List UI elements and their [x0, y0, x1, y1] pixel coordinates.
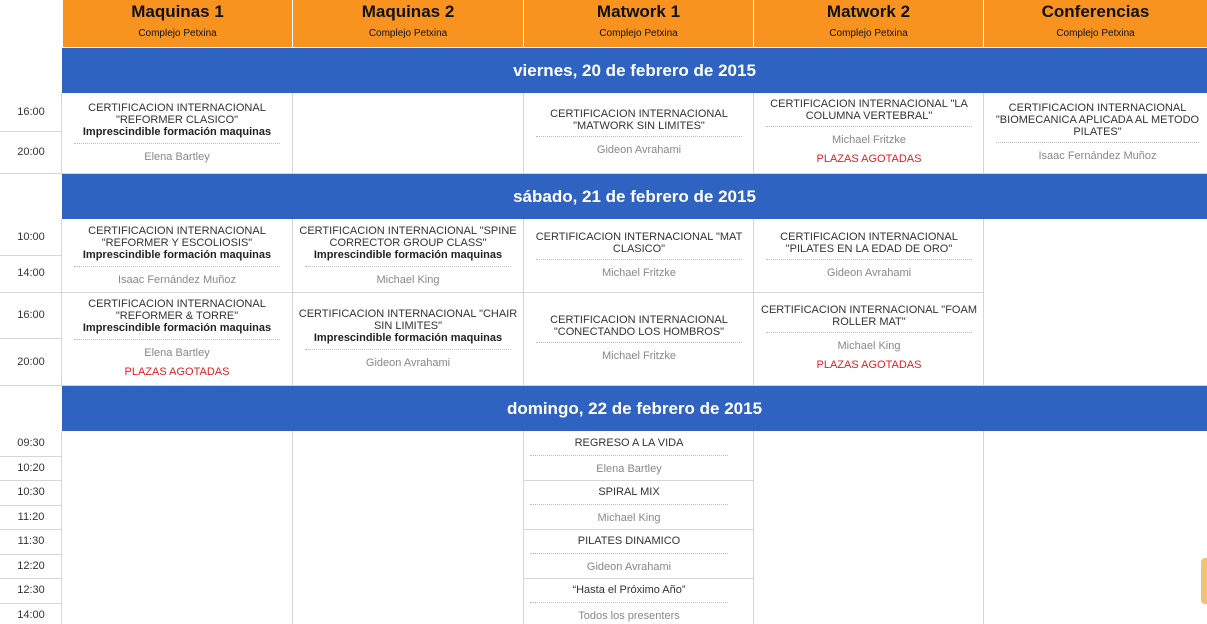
- event-presenter: Michael King: [376, 274, 440, 286]
- column-title: Conferencias: [1041, 2, 1150, 21]
- event-title: “Hasta el Próximo Año”: [572, 584, 686, 596]
- column-conferencias[interactable]: [983, 0, 1207, 47]
- time-label: 10:20: [17, 462, 45, 474]
- time-label: 12:30: [17, 584, 45, 596]
- grid-line: [0, 603, 61, 604]
- event-presenter: Michael Fritzke: [602, 267, 676, 279]
- grid-line: [753, 93, 754, 174]
- event-presenter: Elena Bartley: [144, 347, 210, 359]
- column-venue: Complejo Petxina: [599, 28, 678, 39]
- event-title: CERTIFICACION INTERNACIONAL "BIOMECANICA APLICADA AL METODO PILATES": [995, 102, 1200, 138]
- column-venue: Complejo Petxina: [138, 28, 217, 39]
- grid-line: [983, 93, 984, 174]
- time-label: 12:20: [17, 560, 45, 572]
- grid-line: [0, 292, 984, 293]
- event-divider: [530, 602, 728, 603]
- event-presenter: Todos los presenters: [578, 610, 680, 622]
- event-title: CERTIFICACION INTERNACIONAL "LA COLUMNA VERTEBRAL": [770, 98, 968, 122]
- day-header-saturday: sábado, 21 de febrero de 2015: [62, 174, 1207, 219]
- time-label: 10:00: [17, 231, 45, 243]
- event-presenter: Elena Bartley: [596, 463, 662, 475]
- event-card[interactable]: [530, 584, 728, 622]
- event-divider: [305, 349, 511, 350]
- event-divider: [536, 342, 742, 343]
- event-title: SPIRAL MIX: [598, 486, 660, 498]
- event-title: REGRESO A LA VIDA: [574, 437, 684, 449]
- event-card[interactable]: [528, 108, 750, 156]
- event-presenter: Gideon Avrahami: [365, 357, 451, 369]
- event-divider: [530, 504, 728, 505]
- grid-line: [523, 219, 524, 385]
- column-venue: Complejo Petxina: [368, 28, 448, 39]
- event-presenter: Michael Fritzke: [832, 134, 906, 146]
- grid-line: [0, 505, 61, 506]
- event-title: CERTIFICACION INTERNACIONAL "SPINE CORRECTOR GROUP CLASS": [299, 225, 517, 249]
- event-divider: [305, 266, 511, 267]
- event-presenter: Michael King: [837, 340, 901, 352]
- event-divider: [536, 136, 742, 137]
- grid-line: [753, 431, 754, 624]
- event-title: CERTIFICACION INTERNACIONAL "CHAIR SIN LIMITES": [298, 308, 518, 332]
- event-presenter: Michael King: [597, 512, 661, 524]
- event-divider: [766, 259, 972, 260]
- column-venue: Complejo Petxina: [829, 28, 908, 39]
- grid-line: [292, 219, 293, 385]
- time-label: 16:00: [17, 309, 45, 321]
- event-card[interactable]: [297, 308, 519, 369]
- event-presenter: Isaac Fernández Muñoz: [1038, 150, 1157, 162]
- grid-line: [523, 529, 753, 530]
- event-card[interactable]: [66, 225, 288, 286]
- event-title: PILATES DINAMICO: [577, 535, 681, 547]
- event-presenter: Elena Bartley: [144, 151, 210, 163]
- day-header-friday: viernes, 20 de febrero de 2015: [62, 48, 1207, 93]
- grid-line: [0, 131, 61, 132]
- event-note: Imprescindible formación maquinas: [313, 249, 503, 261]
- column-header-row: [62, 0, 1207, 47]
- grid-line: [292, 431, 293, 624]
- event-divider: [766, 332, 972, 333]
- event-title: CERTIFICACION INTERNACIONAL "REFORMER & TORRE": [88, 298, 266, 322]
- event-divider: [74, 266, 280, 267]
- event-title: CERTIFICACION INTERNACIONAL "REFORMER CLASICO": [88, 102, 266, 126]
- grid-line: [983, 219, 984, 385]
- event-divider: [996, 142, 1199, 143]
- event-card[interactable]: [528, 314, 750, 362]
- side-feedback-tab[interactable]: [1201, 558, 1207, 604]
- event-presenter: Gideon Avrahami: [596, 144, 682, 156]
- grid-line: [0, 480, 61, 481]
- event-divider: [766, 126, 972, 127]
- column-title: Maquinas 2: [361, 2, 455, 21]
- grid-line: [0, 338, 61, 339]
- event-presenter: Gideon Avrahami: [826, 267, 912, 279]
- event-card[interactable]: [528, 231, 750, 279]
- grid-line: [0, 554, 61, 555]
- grid-line: [523, 578, 753, 579]
- grid-line: [523, 93, 524, 174]
- grid-line: [523, 480, 753, 481]
- sold-out-badge: PLAZAS AGOTADAS: [816, 153, 922, 165]
- event-title: CERTIFICACION INTERNACIONAL "REFORMER Y ESCOLIOSIS": [88, 225, 266, 249]
- event-note: Imprescindible formación maquinas: [82, 249, 272, 261]
- event-card[interactable]: [988, 102, 1207, 162]
- column-maquinas-1[interactable]: [62, 0, 292, 47]
- event-presenter: Isaac Fernández Muñoz: [117, 274, 236, 286]
- event-card[interactable]: [758, 304, 980, 371]
- event-card[interactable]: [530, 535, 728, 573]
- event-title: CERTIFICACION INTERNACIONAL "CONECTANDO LOS HOMBROS": [550, 314, 728, 338]
- column-matwork-2[interactable]: [753, 0, 983, 47]
- grid-line: [0, 255, 61, 256]
- event-presenter: Michael Fritzke: [602, 350, 676, 362]
- event-divider: [530, 455, 728, 456]
- time-label: 14:00: [17, 609, 45, 621]
- time-label: 14:00: [17, 267, 45, 279]
- grid-line: [0, 578, 61, 579]
- sold-out-badge: PLAZAS AGOTADAS: [124, 366, 230, 378]
- event-title: CERTIFICACION INTERNACIONAL "MATWORK SIN LIMITES": [550, 108, 728, 132]
- grid-line: [292, 93, 293, 174]
- time-label: 11:20: [17, 511, 45, 523]
- event-note: Imprescindible formación maquinas: [82, 322, 272, 334]
- column-matwork-1[interactable]: [523, 0, 753, 47]
- column-title: Maquinas 1: [131, 2, 224, 21]
- event-divider: [530, 553, 728, 554]
- event-card[interactable]: [297, 225, 519, 286]
- event-title: CERTIFICACION INTERNACIONAL "PILATES EN LA EDAD DE ORO": [780, 231, 958, 255]
- event-presenter: Gideon Avrahami: [586, 561, 672, 573]
- column-title: Matwork 1: [596, 2, 681, 21]
- day-header-sunday: domingo, 22 de febrero de 2015: [62, 386, 1207, 431]
- column-title: Matwork 2: [826, 2, 911, 21]
- event-note: Imprescindible formación maquinas: [313, 332, 503, 344]
- sold-out-badge: PLAZAS AGOTADAS: [816, 359, 922, 371]
- column-maquinas-2[interactable]: [292, 0, 523, 47]
- event-card[interactable]: [66, 102, 288, 163]
- column-venue: Complejo Petxina: [1056, 28, 1135, 39]
- time-label: 20:00: [17, 356, 45, 368]
- time-label: 11:30: [17, 535, 45, 547]
- event-card[interactable]: [758, 231, 980, 279]
- grid-line: [0, 456, 61, 457]
- time-label: 16:00: [17, 106, 45, 118]
- event-card[interactable]: [758, 98, 980, 165]
- event-divider: [74, 339, 280, 340]
- grid-line: [0, 529, 61, 530]
- grid-line: [983, 431, 984, 624]
- event-divider: [74, 143, 280, 144]
- time-label: 10:30: [17, 486, 45, 498]
- event-title: CERTIFICACION INTERNACIONAL "FOAM ROLLER MAT": [761, 304, 977, 328]
- event-card[interactable]: [530, 486, 728, 524]
- grid-line: [523, 431, 524, 624]
- event-note: Imprescindible formación maquinas: [82, 126, 272, 138]
- event-title: CERTIFICACION INTERNACIONAL "MAT CLASICO": [535, 231, 743, 255]
- grid-line: [753, 219, 754, 385]
- time-label: 20:00: [17, 146, 45, 158]
- event-divider: [536, 259, 742, 260]
- time-label: 09:30: [17, 437, 45, 449]
- event-card[interactable]: [66, 298, 288, 378]
- event-card[interactable]: [530, 437, 728, 475]
